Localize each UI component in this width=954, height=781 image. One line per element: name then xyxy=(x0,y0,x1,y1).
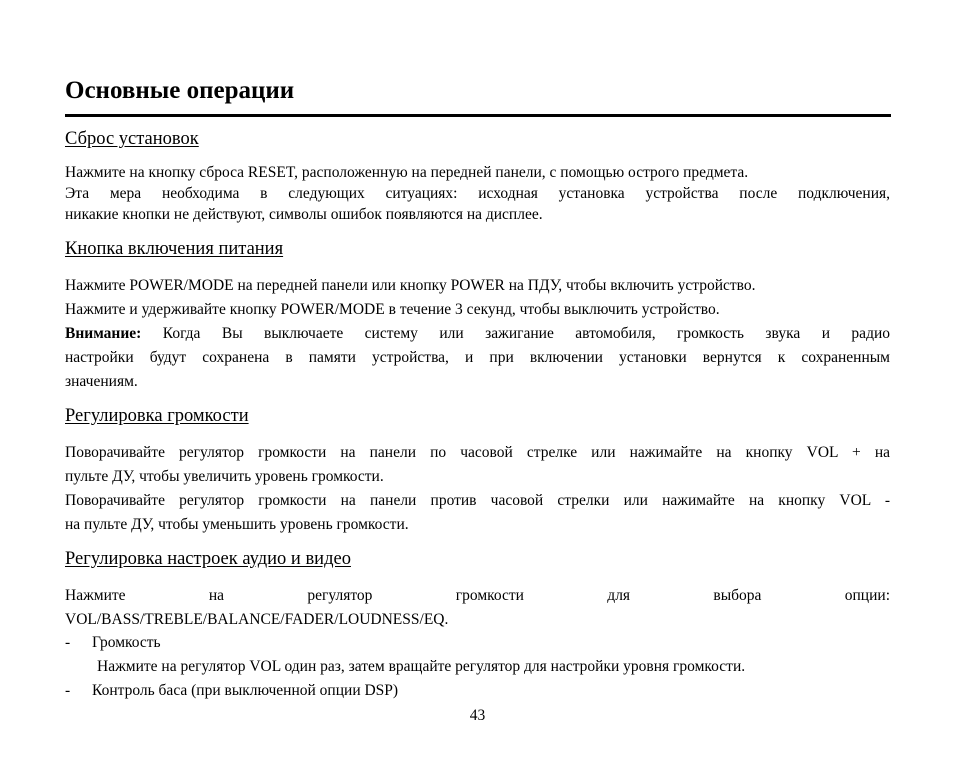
list-dash-1: - xyxy=(65,634,71,651)
page-number: 43 xyxy=(469,707,486,724)
volume-line-3: Поворачивайте регулятор громкости на панели против часовой стрелки или нажимайте на кнопку VOL - xyxy=(65,492,890,509)
power-note-line-1 xyxy=(65,322,890,346)
list-item-volume: Громкость xyxy=(92,634,161,651)
manual-page xyxy=(65,0,890,781)
volume-line-2: пульте ДУ, чтобы увеличить уровень громкости. xyxy=(65,468,384,485)
heading-audio-video: Регулировка настроек аудио и видео xyxy=(65,549,351,569)
note-label: Внимание: xyxy=(65,325,142,342)
volume-line-1: Поворачивайте регулятор громкости на панели по часовой стрелке или нажимайте на кнопку VOL + на xyxy=(65,444,890,461)
heading-volume: Регулировка громкости xyxy=(65,406,249,426)
volume-paragraph xyxy=(65,441,890,537)
reset-paragraph xyxy=(65,162,890,225)
audio-line-1: Нажмите на регулятор громкости для выбора опции: xyxy=(65,587,890,604)
reset-line-3: никакие кнопки не действуют, символы ошибок появляются на дисплее. xyxy=(65,206,543,223)
title-rule xyxy=(65,114,891,117)
power-line-2: Нажмите и удерживайте кнопку POWER/MODE в течение 3 секунд, чтобы выключить устройство. xyxy=(65,301,720,318)
power-paragraph xyxy=(65,274,890,394)
list-item-bass: Контроль баса (при выключенной опции DSP) xyxy=(92,682,399,699)
power-note-text: Когда Вы выключаете систему или зажигание автомобиля, громкость звука и радио xyxy=(141,325,890,342)
power-line-1: Нажмите POWER/MODE на передней панели или кнопку POWER на ПДУ, чтобы включить устройство. xyxy=(65,277,756,294)
reset-line-2: Эта мера необходима в следующих ситуациях: исходная установка устройства после подключения, xyxy=(65,185,890,202)
list-dash-2: - xyxy=(65,682,71,699)
reset-line-1: Нажмите на кнопку сброса RESET, расположенную на передней панели, с помощью острого предмета. xyxy=(65,164,749,181)
audio-paragraph xyxy=(65,584,890,632)
power-note-line-2: настройки будут сохранена в памяти устройства, и при включении установки вернутся к сохраненным xyxy=(65,349,890,366)
list-item-volume-desc: Нажмите на регулятор VOL один раз, затем вращайте регулятор для настройки уровня громкости. xyxy=(97,658,746,675)
heading-power: Кнопка включения питания xyxy=(65,239,284,259)
page-title: Основные операции xyxy=(65,77,295,104)
volume-line-4: на пульте ДУ, чтобы уменьшить уровень громкости. xyxy=(65,516,409,533)
power-note-line-3: значениям. xyxy=(65,373,138,390)
heading-reset: Сброс установок xyxy=(65,129,199,149)
audio-line-2: VOL/BASS/TREBLE/BALANCE/FADER/LOUDNESS/EQ. xyxy=(65,611,449,628)
